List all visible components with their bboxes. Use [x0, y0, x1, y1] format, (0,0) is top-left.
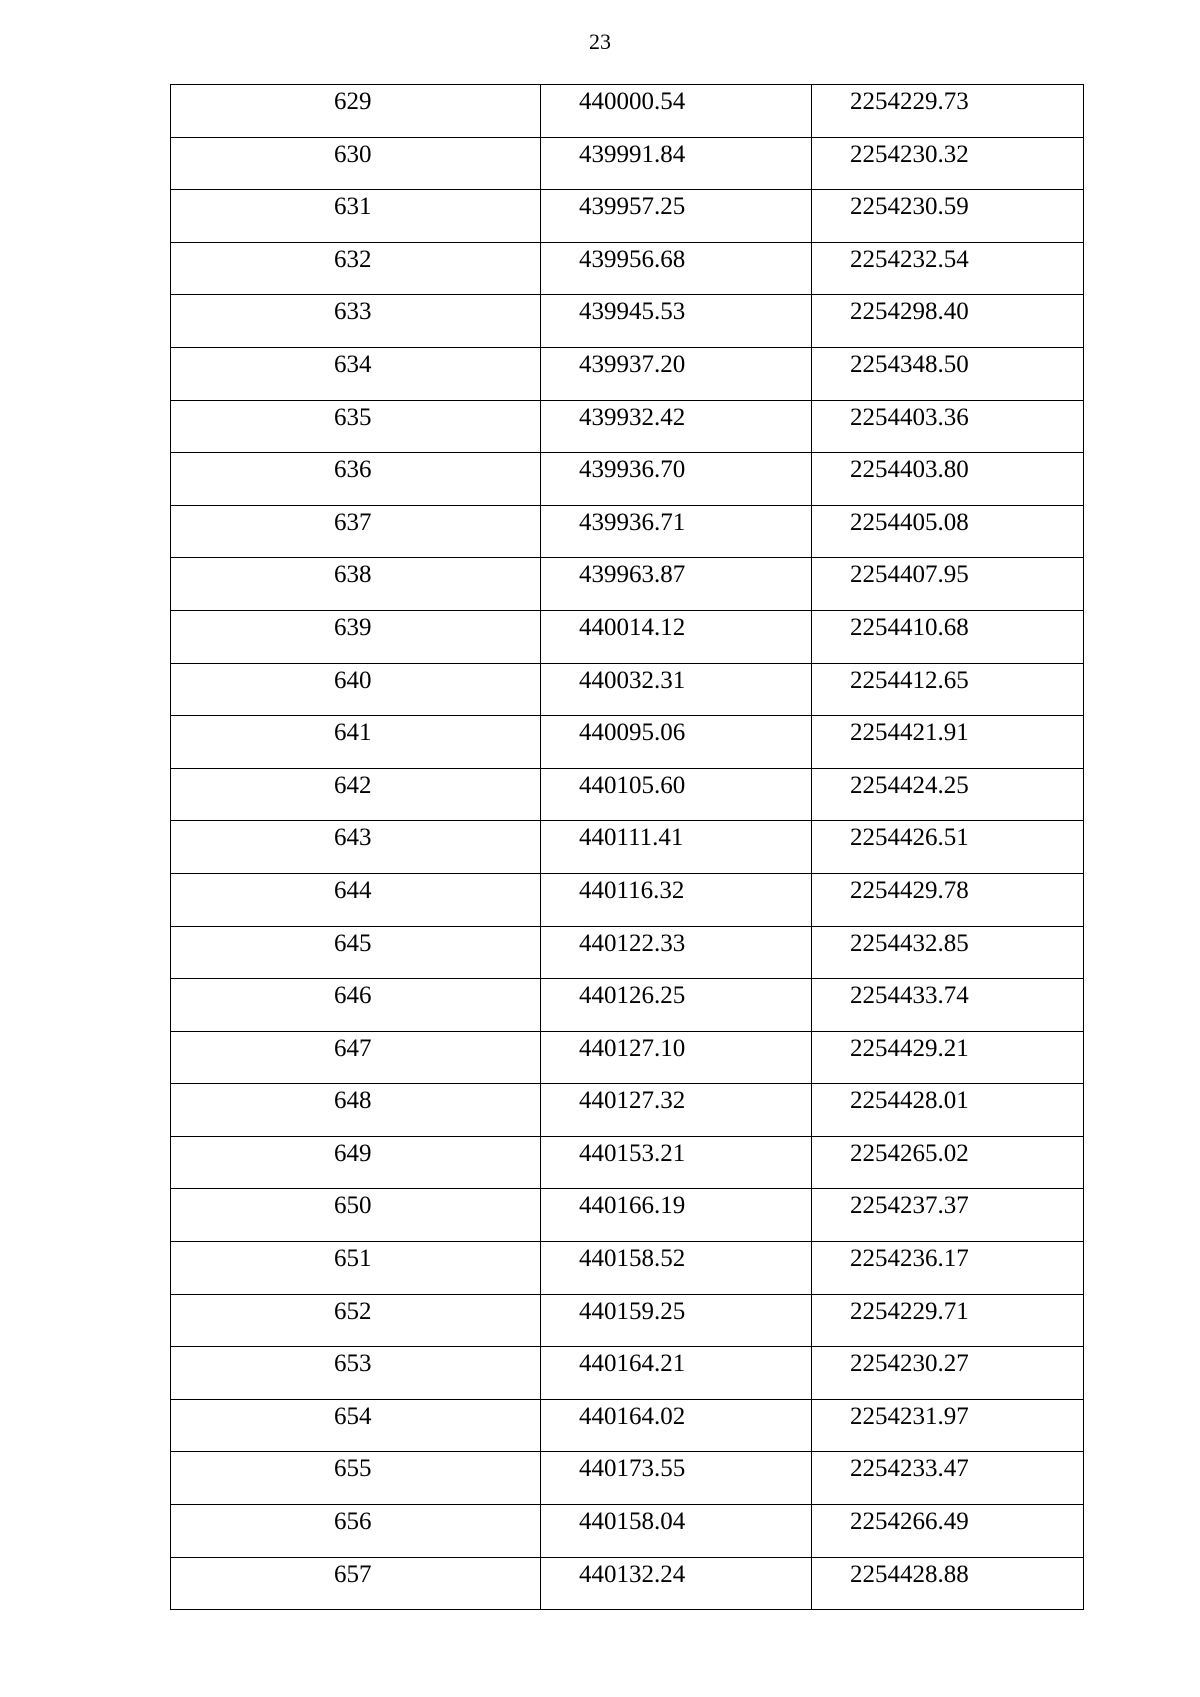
x-coordinate-cell: 440116.32: [541, 873, 812, 926]
x-coordinate-cell: 440127.10: [541, 1031, 812, 1084]
coordinates-table: [170, 84, 1084, 1610]
table-row: [171, 821, 1084, 874]
x-coordinate-cell: 440032.31: [541, 663, 812, 716]
x-coordinate-cell: 440095.06: [541, 716, 812, 769]
x-coordinate-cell: 439936.70: [541, 453, 812, 506]
table-row: [171, 1294, 1084, 1347]
y-coordinate-cell: 2254230.27: [812, 1347, 1084, 1400]
table-row: [171, 610, 1084, 663]
y-coordinate-cell: 2254233.47: [812, 1452, 1084, 1505]
x-coordinate-cell: 440132.24: [541, 1557, 812, 1610]
table-row: [171, 190, 1084, 243]
point-number-cell: 638: [171, 558, 541, 611]
point-number-cell: 648: [171, 1084, 541, 1137]
table-row: [171, 505, 1084, 558]
x-coordinate-cell: 439963.87: [541, 558, 812, 611]
y-coordinate-cell: 2254407.95: [812, 558, 1084, 611]
table-row: [171, 1452, 1084, 1505]
table-row: [171, 716, 1084, 769]
y-coordinate-cell: 2254231.97: [812, 1399, 1084, 1452]
y-coordinate-cell: 2254405.08: [812, 505, 1084, 558]
table-row: [171, 926, 1084, 979]
x-coordinate-cell: 440159.25: [541, 1294, 812, 1347]
x-coordinate-cell: 439936.71: [541, 505, 812, 558]
y-coordinate-cell: 2254424.25: [812, 768, 1084, 821]
point-number-cell: 650: [171, 1189, 541, 1242]
table-row: [171, 1031, 1084, 1084]
x-coordinate-cell: 440164.21: [541, 1347, 812, 1400]
table-row: [171, 1557, 1084, 1610]
point-number-cell: 639: [171, 610, 541, 663]
x-coordinate-cell: 440158.52: [541, 1242, 812, 1295]
point-number-cell: 644: [171, 873, 541, 926]
x-coordinate-cell: 440173.55: [541, 1452, 812, 1505]
table-row: [171, 242, 1084, 295]
y-coordinate-cell: 2254428.01: [812, 1084, 1084, 1137]
table-row: [171, 873, 1084, 926]
point-number-cell: 636: [171, 453, 541, 506]
x-coordinate-cell: 440000.54: [541, 85, 812, 138]
y-coordinate-cell: 2254433.74: [812, 979, 1084, 1032]
table-row: [171, 85, 1084, 138]
y-coordinate-cell: 2254230.32: [812, 137, 1084, 190]
point-number-cell: 632: [171, 242, 541, 295]
y-coordinate-cell: 2254236.17: [812, 1242, 1084, 1295]
x-coordinate-cell: 440153.21: [541, 1136, 812, 1189]
table-row: [171, 1347, 1084, 1400]
point-number-cell: 634: [171, 347, 541, 400]
point-number-cell: 653: [171, 1347, 541, 1400]
y-coordinate-cell: 2254237.37: [812, 1189, 1084, 1242]
point-number-cell: 637: [171, 505, 541, 558]
x-coordinate-cell: 440164.02: [541, 1399, 812, 1452]
point-number-cell: 635: [171, 400, 541, 453]
coordinates-table-body: [171, 85, 1084, 1610]
table-row: [171, 768, 1084, 821]
x-coordinate-cell: 439957.25: [541, 190, 812, 243]
y-coordinate-cell: 2254403.80: [812, 453, 1084, 506]
table-row: [171, 137, 1084, 190]
point-number-cell: 649: [171, 1136, 541, 1189]
table-row: [171, 979, 1084, 1032]
point-number-cell: 633: [171, 295, 541, 348]
table-row: [171, 1242, 1084, 1295]
y-coordinate-cell: 2254432.85: [812, 926, 1084, 979]
x-coordinate-cell: 440122.33: [541, 926, 812, 979]
point-number-cell: 646: [171, 979, 541, 1032]
point-number-cell: 640: [171, 663, 541, 716]
point-number-cell: 655: [171, 1452, 541, 1505]
x-coordinate-cell: 440127.32: [541, 1084, 812, 1137]
y-coordinate-cell: 2254421.91: [812, 716, 1084, 769]
x-coordinate-cell: 439937.20: [541, 347, 812, 400]
x-coordinate-cell: 440158.04: [541, 1505, 812, 1558]
table-row: [171, 400, 1084, 453]
x-coordinate-cell: 440166.19: [541, 1189, 812, 1242]
y-coordinate-cell: 2254429.78: [812, 873, 1084, 926]
point-number-cell: 647: [171, 1031, 541, 1084]
x-coordinate-cell: 440105.60: [541, 768, 812, 821]
page-number: 23: [589, 29, 611, 54]
x-coordinate-cell: 439932.42: [541, 400, 812, 453]
table-row: [171, 663, 1084, 716]
table-row: [171, 1136, 1084, 1189]
y-coordinate-cell: 2254229.73: [812, 85, 1084, 138]
table-row: [171, 347, 1084, 400]
y-coordinate-cell: 2254410.68: [812, 610, 1084, 663]
point-number-cell: 651: [171, 1242, 541, 1295]
y-coordinate-cell: 2254426.51: [812, 821, 1084, 874]
point-number-cell: 642: [171, 768, 541, 821]
point-number-cell: 630: [171, 137, 541, 190]
point-number-cell: 643: [171, 821, 541, 874]
point-number-cell: 629: [171, 85, 541, 138]
y-coordinate-cell: 2254232.54: [812, 242, 1084, 295]
table-row: [171, 1189, 1084, 1242]
point-number-cell: 645: [171, 926, 541, 979]
x-coordinate-cell: 439991.84: [541, 137, 812, 190]
point-number-cell: 656: [171, 1505, 541, 1558]
y-coordinate-cell: 2254403.36: [812, 400, 1084, 453]
x-coordinate-cell: 439945.53: [541, 295, 812, 348]
table-row: [171, 295, 1084, 348]
point-number-cell: 654: [171, 1399, 541, 1452]
y-coordinate-cell: 2254348.50: [812, 347, 1084, 400]
y-coordinate-cell: 2254428.88: [812, 1557, 1084, 1610]
point-number-cell: 641: [171, 716, 541, 769]
y-coordinate-cell: 2254298.40: [812, 295, 1084, 348]
table-row: [171, 1505, 1084, 1558]
y-coordinate-cell: 2254265.02: [812, 1136, 1084, 1189]
x-coordinate-cell: 440126.25: [541, 979, 812, 1032]
point-number-cell: 657: [171, 1557, 541, 1610]
x-coordinate-cell: 440111.41: [541, 821, 812, 874]
table-row: [171, 1399, 1084, 1452]
y-coordinate-cell: 2254266.49: [812, 1505, 1084, 1558]
point-number-cell: 652: [171, 1294, 541, 1347]
x-coordinate-cell: 440014.12: [541, 610, 812, 663]
point-number-cell: 631: [171, 190, 541, 243]
y-coordinate-cell: 2254429.21: [812, 1031, 1084, 1084]
table-row: [171, 1084, 1084, 1137]
table-row: [171, 558, 1084, 611]
y-coordinate-cell: 2254412.65: [812, 663, 1084, 716]
x-coordinate-cell: 439956.68: [541, 242, 812, 295]
y-coordinate-cell: 2254229.71: [812, 1294, 1084, 1347]
table-row: [171, 453, 1084, 506]
y-coordinate-cell: 2254230.59: [812, 190, 1084, 243]
